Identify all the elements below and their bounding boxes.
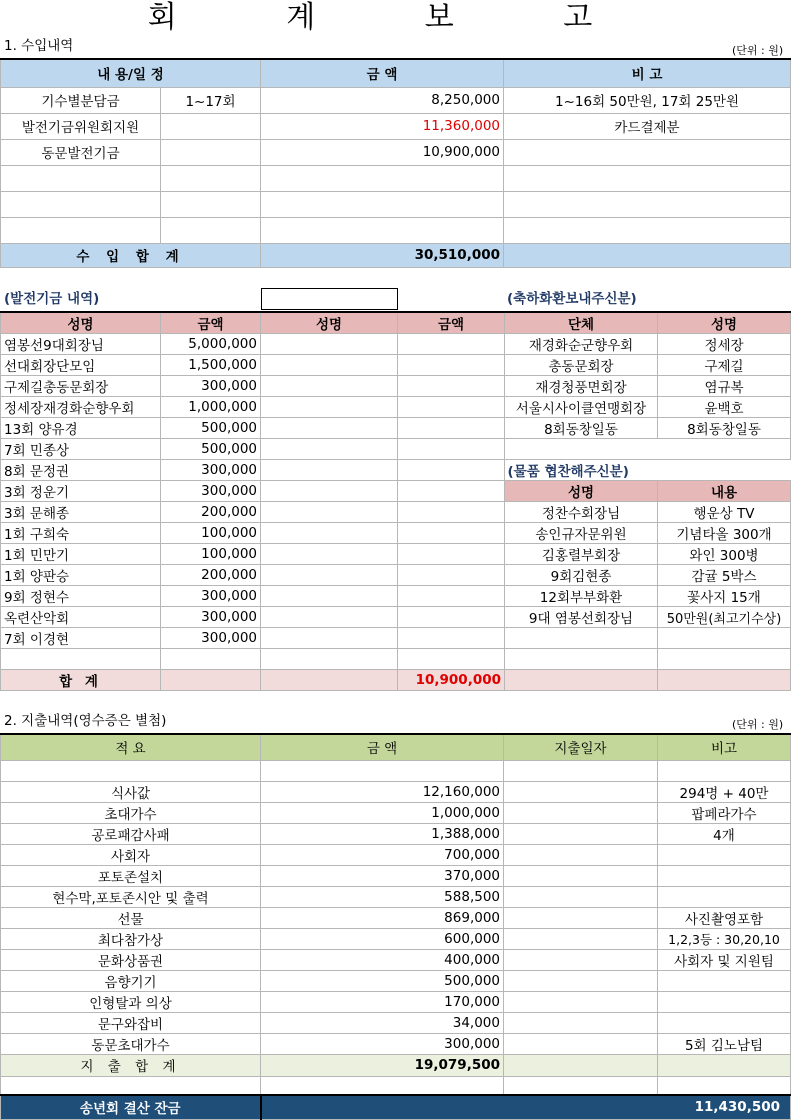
income-period — [161, 113, 261, 139]
fund-name: 구제길총동문회장 — [1, 376, 161, 397]
table-row — [505, 565, 791, 586]
fund-amount: 300,000 — [161, 586, 261, 607]
fund-name: 3회 문해종 — [1, 502, 161, 523]
table-row — [1, 928, 791, 949]
income-amount: 10,900,000 — [261, 139, 504, 165]
expense-note: 사진촬영포함 — [658, 907, 791, 928]
wreath-name: 정세장 — [658, 334, 791, 355]
table-row — [1, 949, 791, 970]
goods-content: 행운상 TV — [658, 502, 791, 523]
table-row — [1, 628, 505, 649]
expense-date — [504, 886, 658, 907]
fund-header-amount-2: 금액 — [398, 312, 505, 334]
expense-amount: 588,500 — [261, 886, 504, 907]
table-row — [1, 970, 791, 991]
expense-item: 동문초대가수 — [1, 1033, 261, 1054]
table-row — [1, 886, 791, 907]
fund-amount: 300,000 — [161, 607, 261, 628]
goods-header-name: 성명 — [505, 481, 658, 502]
expense-item: 최다참가상 — [1, 928, 261, 949]
expense-item: 문화상품권 — [1, 949, 261, 970]
fund-name: 7회 민종상 — [1, 439, 161, 460]
expense-header-note: 비고 — [658, 734, 791, 760]
expense-item: 인형탈과 의상 — [1, 991, 261, 1012]
goods-content: 50만원(최고기수상) — [658, 607, 791, 628]
fund-name: 13회 양유경 — [1, 418, 161, 439]
income-header-note: 비 고 — [504, 59, 791, 87]
blank-box — [261, 288, 398, 310]
income-amount: 8,250,000 — [261, 87, 504, 113]
wreath-org: 재경청풍면회장 — [505, 376, 658, 397]
table-row — [1, 481, 505, 502]
expense-date — [504, 823, 658, 844]
goods-header-content: 내용 — [658, 481, 791, 502]
fund-name: 7회 이경현 — [1, 628, 161, 649]
goods-name: 송인규자문위원 — [505, 523, 658, 544]
expense-date — [504, 844, 658, 865]
income-total-amount: 30,510,000 — [261, 243, 504, 267]
expense-section-title: 2. 지출내역(영수증은 별첨) — [4, 713, 167, 729]
fund-header-name: 성명 — [1, 312, 161, 334]
fund-amount: 5,000,000 — [161, 334, 261, 355]
page-title: 회 계 보 고 — [147, 0, 643, 35]
expense-date — [504, 907, 658, 928]
wreath-org: 재경화순군향우회 — [505, 334, 658, 355]
wreath-org: 8회동창일동 — [505, 418, 658, 439]
expense-amount: 700,000 — [261, 844, 504, 865]
fund-amount: 100,000 — [161, 544, 261, 565]
wreath-org: 서울시사이클연맹회장 — [505, 397, 658, 418]
expense-item: 식사값 — [1, 781, 261, 802]
fund-name: 선대회장단모임 — [1, 355, 161, 376]
expense-date — [504, 928, 658, 949]
table-row — [1, 1033, 791, 1054]
table-row — [1, 460, 505, 481]
expense-date — [504, 865, 658, 886]
fund-amount: 300,000 — [161, 628, 261, 649]
balance-label: 송년회 결산 잔금 — [1, 1095, 261, 1119]
expense-item: 초대가수 — [1, 802, 261, 823]
income-period: 1~17회 — [161, 87, 261, 113]
table-row — [505, 355, 791, 376]
expense-header-date: 지출일자 — [504, 734, 658, 760]
expense-amount: 1,388,000 — [261, 823, 504, 844]
fund-amount: 500,000 — [161, 418, 261, 439]
fund-name: 정세장재경화순향우회 — [1, 397, 161, 418]
table-row — [1, 397, 505, 418]
table-row — [1, 607, 505, 628]
fund-total-amount: 10,900,000 — [398, 670, 505, 691]
fund-amount: 1,500,000 — [161, 355, 261, 376]
table-row — [1, 113, 791, 139]
fund-name: 8회 문정권 — [1, 460, 161, 481]
expense-amount: 370,000 — [261, 865, 504, 886]
table-row — [1, 439, 505, 460]
expense-item: 사회자 — [1, 844, 261, 865]
table-row — [1, 781, 791, 802]
income-item: 발전기금위원회지원 — [1, 113, 161, 139]
fund-name: 1회 구희숙 — [1, 523, 161, 544]
fund-table — [0, 311, 505, 691]
expense-amount: 869,000 — [261, 907, 504, 928]
expense-item: 문구와잡비 — [1, 1012, 261, 1033]
expense-amount: 600,000 — [261, 928, 504, 949]
expense-note: 1,2,3등 : 30,20,10 — [658, 928, 791, 949]
table-row — [1, 865, 791, 886]
table-row — [1, 907, 791, 928]
expense-date — [504, 970, 658, 991]
income-table — [0, 58, 791, 268]
table-row — [1, 565, 505, 586]
table-row — [505, 502, 791, 523]
expense-note: 5회 김노남팀 — [658, 1033, 791, 1054]
table-row — [1, 355, 505, 376]
table-row — [1, 502, 505, 523]
expense-note: 사회자 및 지원팀 — [658, 949, 791, 970]
fund-name: 염봉선9대회장님 — [1, 334, 161, 355]
table-row — [505, 397, 791, 418]
income-item: 동문발전기금 — [1, 139, 161, 165]
fund-header-amount: 금액 — [161, 312, 261, 334]
expense-note: 4개 — [658, 823, 791, 844]
fund-name: 9회 정현수 — [1, 586, 161, 607]
goods-name: 9대 염봉선회장님 — [505, 607, 658, 628]
expense-note — [658, 970, 791, 991]
income-note: 1~16회 50만원, 17회 25만원 — [504, 87, 791, 113]
goods-name: 12회부부화환 — [505, 586, 658, 607]
wreath-section-title: (축하화환보내주신분) — [507, 291, 637, 307]
expense-amount: 300,000 — [261, 1033, 504, 1054]
wreath-name: 윤백호 — [658, 397, 791, 418]
goods-content: 와인 300병 — [658, 544, 791, 565]
table-row — [505, 376, 791, 397]
fund-amount: 300,000 — [161, 376, 261, 397]
table-row — [1, 991, 791, 1012]
expense-amount: 400,000 — [261, 949, 504, 970]
fund-amount: 300,000 — [161, 460, 261, 481]
table-row — [1, 139, 791, 165]
income-total-label: 수 입 합 계 — [1, 243, 261, 267]
expense-date — [504, 781, 658, 802]
wreath-header-org: 단체 — [505, 312, 658, 334]
fund-name: 1회 민만기 — [1, 544, 161, 565]
expense-note: 294명 + 40만 — [658, 781, 791, 802]
wreath-name: 구제길 — [658, 355, 791, 376]
wreath-header-name: 성명 — [658, 312, 791, 334]
fund-amount: 500,000 — [161, 439, 261, 460]
expense-item: 선물 — [1, 907, 261, 928]
expense-item: 음향기기 — [1, 970, 261, 991]
expense-date — [504, 949, 658, 970]
fund-header-name-2: 성명 — [261, 312, 398, 334]
table-row — [505, 523, 791, 544]
fund-name: 옥련산악회 — [1, 607, 161, 628]
expense-amount: 34,000 — [261, 1012, 504, 1033]
expense-note — [658, 865, 791, 886]
expense-note — [658, 1012, 791, 1033]
expense-date — [504, 1033, 658, 1054]
expense-amount: 12,160,000 — [261, 781, 504, 802]
fund-name: 3회 정운기 — [1, 481, 161, 502]
goods-content: 기념타올 300개 — [658, 523, 791, 544]
fund-section-title: (발전기금 내역) — [4, 291, 100, 307]
fund-amount: 1,000,000 — [161, 397, 261, 418]
table-row — [1, 802, 791, 823]
expense-note — [658, 991, 791, 1012]
expense-item: 포토존설치 — [1, 865, 261, 886]
income-period — [161, 139, 261, 165]
goods-content: 꽃사지 15개 — [658, 586, 791, 607]
table-row — [505, 544, 791, 565]
income-header-item: 내 용/일 정 — [1, 59, 261, 87]
table-row — [505, 607, 791, 628]
fund-name: 1회 양판승 — [1, 565, 161, 586]
table-row — [1, 418, 505, 439]
expense-note — [658, 886, 791, 907]
fund-amount: 200,000 — [161, 565, 261, 586]
table-row — [505, 586, 791, 607]
expense-item: 공로패감사패 — [1, 823, 261, 844]
goods-name: 정찬수회장님 — [505, 502, 658, 523]
income-note — [504, 139, 791, 165]
expense-date — [504, 991, 658, 1012]
expense-note — [658, 844, 791, 865]
balance-table — [0, 1094, 791, 1120]
income-header-amount: 금 액 — [261, 59, 504, 87]
expense-amount: 1,000,000 — [261, 802, 504, 823]
income-amount: 11,360,000 — [261, 113, 504, 139]
expense-date — [504, 802, 658, 823]
table-row — [505, 418, 791, 439]
table-row — [1, 1012, 791, 1033]
table-row — [1, 823, 791, 844]
income-item: 기수별분담금 — [1, 87, 161, 113]
expense-amount: 500,000 — [261, 970, 504, 991]
fund-amount: 100,000 — [161, 523, 261, 544]
wreath-name: 염규복 — [658, 376, 791, 397]
expense-note: 팝페라가수 — [658, 802, 791, 823]
table-row — [505, 334, 791, 355]
table-row — [1, 87, 791, 113]
table-row — [1, 544, 505, 565]
income-section-title: 1. 수입내역 — [4, 38, 74, 54]
balance-amount: 11,430,500 — [261, 1095, 791, 1119]
expense-date — [504, 1012, 658, 1033]
table-row — [1, 334, 505, 355]
goods-name: 김홍렬부회장 — [505, 544, 658, 565]
table-row — [1, 376, 505, 397]
fund-amount: 200,000 — [161, 502, 261, 523]
expense-table — [0, 733, 791, 1099]
expense-total-label: 지 출 합 계 — [1, 1054, 261, 1076]
expense-amount: 170,000 — [261, 991, 504, 1012]
goods-name: 9회김현종 — [505, 565, 658, 586]
expense-unit: (단위 : 원) — [732, 718, 784, 731]
table-row — [1, 523, 505, 544]
goods-content: 감귤 5박스 — [658, 565, 791, 586]
expense-header-amount: 금 액 — [261, 734, 504, 760]
fund-amount: 300,000 — [161, 481, 261, 502]
table-row — [1, 844, 791, 865]
fund-total-label: 합 계 — [1, 670, 161, 691]
wreath-table — [504, 311, 791, 691]
expense-total-amount: 19,079,500 — [261, 1054, 504, 1076]
goods-section-title: (물품 협찬해주신분) — [507, 464, 629, 480]
wreath-name: 8회동창일동 — [658, 418, 791, 439]
wreath-org: 총동문회장 — [505, 355, 658, 376]
income-unit: (단위 : 원) — [732, 44, 784, 57]
income-note: 카드결제분 — [504, 113, 791, 139]
table-row — [1, 586, 505, 607]
expense-header-item: 적 요 — [1, 734, 261, 760]
expense-item: 현수막,포토존시안 및 출력 — [1, 886, 261, 907]
